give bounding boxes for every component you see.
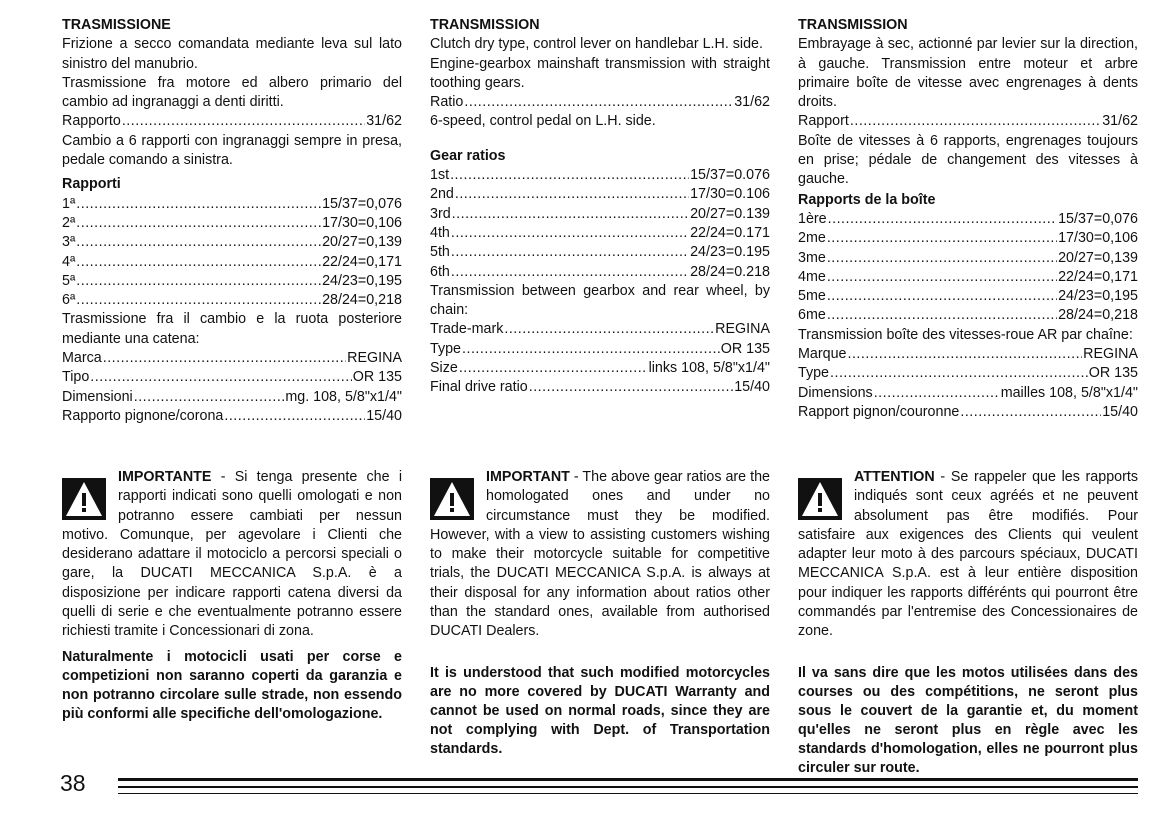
chain-row: Marque ..... REGINA <box>798 345 1138 364</box>
gear-row: 5me ..... 24/23=0,195 <box>798 287 1138 306</box>
gear-row: 6ª ..... 28/24=0,218 <box>62 291 402 310</box>
gear-row: 4me ..... 22/24=0,171 <box>798 268 1138 287</box>
warning-text: - Si tenga presente che i rapporti indicati sono quelli omologati e non potranno essere cambiati per nessun motivo. Comunque, per agevolare i Clienti che desiderano adattare il motociclo a percorsi speciali o gare, la DUCATI MECCANICA S.p.A. è a disposizione per indicare rapporti catena diversi da quelli di serie e che eventualmente potranno essere richiesti tramite i Concessionari di zona. <box>62 469 402 640</box>
paragraph: Engine-gearbox mainshaft transmission with straight toothing gears. <box>430 55 770 91</box>
warning-icon <box>62 478 106 520</box>
chain-row: Marca ..... REGINA <box>62 349 402 368</box>
chain-row: Rapporto pignone/corona ..... 15/40 <box>62 407 402 426</box>
english-column <box>430 16 770 398</box>
chain-row: Tipo ..... OR 135 <box>62 368 402 387</box>
warning-block-french <box>798 468 1138 642</box>
paragraph: Transmission boîte des vitesses-roue AR par chaîne: <box>798 326 1133 343</box>
paragraph: Embrayage à sec, actionné par levier sur la direction, à gauche. Transmission entre moteur et arbre primaire boîte de vitesse avec engrenages à dents droits. <box>798 36 1138 111</box>
spec-row: Rapporto ..... 31/62 <box>62 112 402 131</box>
gear-row: 6me ..... 28/24=0,218 <box>798 306 1138 325</box>
paragraph: Trasmissione fra motore ed albero primario del cambio ad ingranaggi a denti diritti. <box>62 74 402 111</box>
gear-row: 1ère ..... 15/37=0,076 <box>798 210 1138 229</box>
chain-row: Trade-mark ..... REGINA <box>430 320 770 339</box>
warning-icon <box>798 478 842 520</box>
paragraph: Cambio a 6 rapporti con ingranaggi sempre in presa, pedale comando a sinistra. <box>62 132 402 169</box>
footer-rule <box>118 793 1138 794</box>
warning-title: ATTENTION <box>854 469 935 485</box>
paragraph: 6-speed, control pedal on L.H. side. <box>430 113 656 130</box>
warning-text: - The above gear ratios are the homologated ones and under no circumstance must they be modified. However, with a view to assisting customers wishing to make their motorcycle suitable for competitive trials, the DUCATI MECCANICA S.p.A. is always at their disposal for any information about ratios other than the standard ones, available from authorised DUCATI Dealers. <box>430 469 770 640</box>
spec-row: Ratio ..... 31/62 <box>430 93 770 112</box>
section-heading: TRANSMISSION <box>430 17 540 33</box>
gear-row: 6th ..... 28/24=0.218 <box>430 263 770 282</box>
gears-heading: Gear ratios <box>430 147 506 164</box>
paragraph: Clutch dry type, control lever on handlebar L.H. side. <box>430 36 763 53</box>
warning-icon <box>430 478 474 520</box>
warning-title: IMPORTANT <box>486 469 570 485</box>
gear-row: 5ª ..... 24/23=0,195 <box>62 272 402 291</box>
gear-row: 4ª ..... 22/24=0,171 <box>62 253 402 272</box>
chain-row: Type ..... OR 135 <box>430 340 770 359</box>
section-heading: TRASMISSIONE <box>62 17 171 33</box>
chain-row: Rapport pignon/couronne ..... 15/40 <box>798 403 1138 422</box>
chain-row: Dimensioni ..... mg. 108, 5/8"x1/4" <box>62 388 402 407</box>
chain-row: Size ..... links 108, 5/8"x1/4" <box>430 359 770 378</box>
french-column <box>798 16 1138 422</box>
gear-row: 1ª ..... 15/37=0,076 <box>62 195 402 214</box>
final-note-french: Il va sans dire que les motos utilisées dans des courses ou des compétitions, ne seront plus sous le couvert de la garantie et, du moment qu'elles ne seront plus en règle avec les standards d'homologation, elles ne pourront plus circuler sur route. <box>798 665 1138 776</box>
warning-title: IMPORTANTE <box>118 469 212 485</box>
spec-row: Rapport ..... 31/62 <box>798 112 1138 131</box>
gear-row: 4th ..... 22/24=0.171 <box>430 224 770 243</box>
chain-row: Type ..... OR 135 <box>798 364 1138 383</box>
paragraph: Trasmissione fra il cambio e la ruota posteriore mediante una catena: <box>62 311 402 347</box>
gear-row: 5th ..... 24/23=0.195 <box>430 243 770 262</box>
footer-rule <box>118 786 1138 788</box>
paragraph: Frizione a secco comandata mediante leva sul lato sinistro del manubrio. <box>62 36 402 72</box>
gears-heading: Rapporti <box>62 176 121 193</box>
final-note-english: It is understood that such modified motorcycles are no more covered by DUCATI Warranty and cannot be used on normal roads, since they are not complying with Dept. of Transportation standards. <box>430 665 770 757</box>
gear-row: 2ª ..... 17/30=0,106 <box>62 214 402 233</box>
paragraph: Transmission between gearbox and rear wheel, by chain: <box>430 282 770 319</box>
gear-row: 3rd ..... 20/27=0.139 <box>430 205 770 224</box>
gear-row: 2me ..... 17/30=0,106 <box>798 229 1138 248</box>
gear-row: 3me ..... 20/27=0,139 <box>798 249 1138 268</box>
paragraph: Boîte de vitesses à 6 rapports, engrenages toujours en prise; pédale de changement des vitesses à gauche. <box>798 132 1138 188</box>
gear-row: 2nd ..... 17/30=0.106 <box>430 185 770 204</box>
gear-row: 1st ..... 15/37=0.076 <box>430 166 770 185</box>
chain-row: Final drive ratio ..... 15/40 <box>430 378 770 397</box>
footer-rule <box>118 778 1138 781</box>
italian-column <box>62 16 402 426</box>
warning-block-italian <box>62 468 402 642</box>
final-note-italian: Naturalmente i motocicli usati per corse e competizioni non saranno coperti da garanzia e non potranno circolare sulle strade, non essendo più conformi alle specifiche dell'omologazione. <box>62 649 402 722</box>
gear-row: 3ª ..... 20/27=0,139 <box>62 233 402 252</box>
warning-text: - Se rappeler que les rapports indiqués sont ceux agréés et ne peuvent absolument pas être modifiés. Pour satisfaire aux exigences des Clients qui veulent adapter leur moto à des parcours spéciaux, DUCATI MECCANICA S.p.A. est à leur entière disposition pour indiquer les rapports différénts qui pourront être commandés par l'entremise des Concessionaires de zone. <box>798 469 1138 640</box>
section-heading: TRANSMISSION <box>798 17 908 33</box>
page-number: 38 <box>60 770 86 796</box>
gears-heading: Rapports de la boîte <box>798 191 936 208</box>
warning-block-english <box>430 468 770 642</box>
chain-row: Dimensions ..... mailles 108, 5/8"x1/4" <box>798 384 1138 403</box>
